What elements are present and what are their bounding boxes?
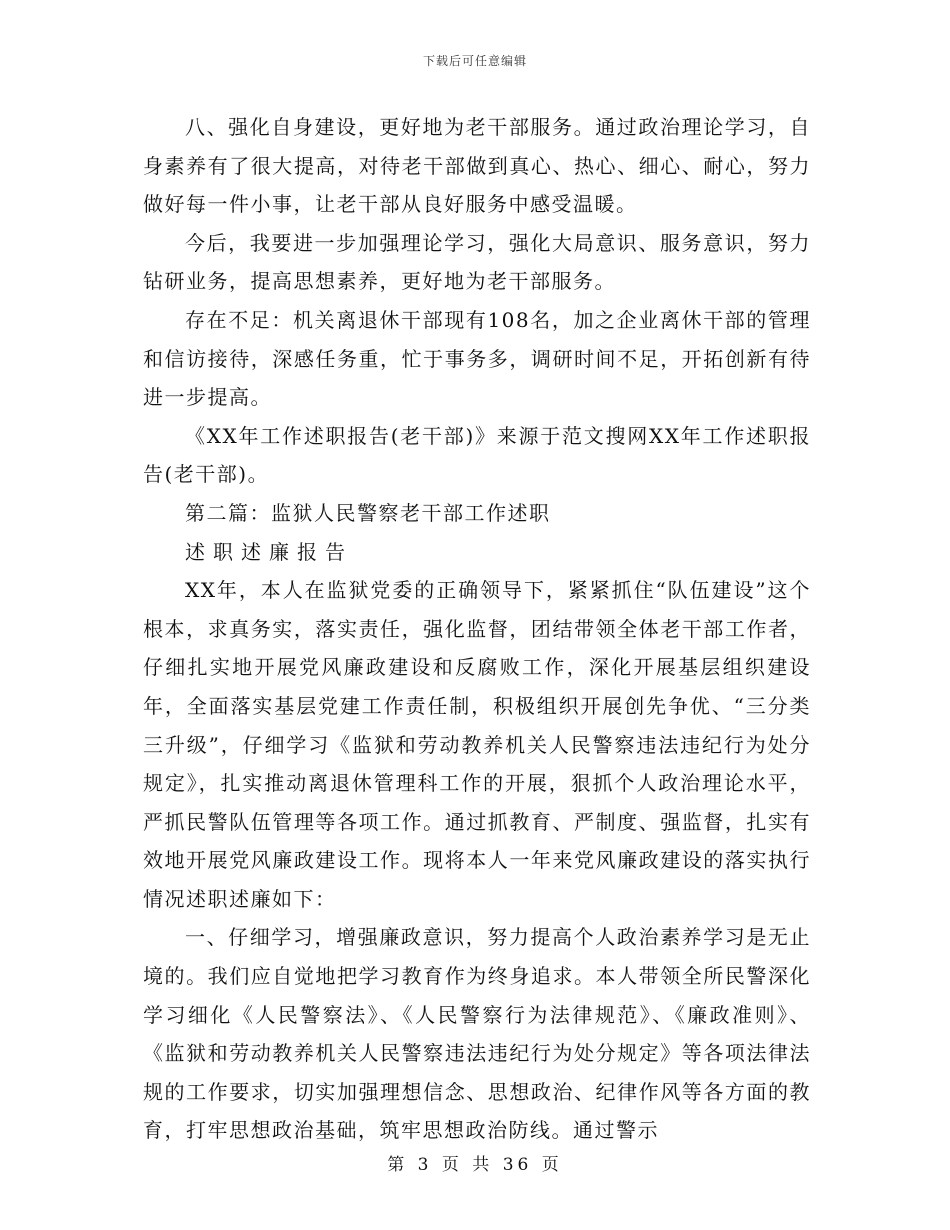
paragraph-strengthen-self: 八、强化自身建设，更好地为老干部服务。通过政治理论学习，自身素养有了很大提高，对待老干部做到真心、热心、细心、耐心，努力做好每一件小事，让老干部从良好服务中感受温暖。 xyxy=(143,115,811,217)
page-header: 下载后可任意编辑 xyxy=(422,54,527,68)
document-body xyxy=(143,108,811,1150)
paragraph-source-note: 《XX年工作述职报告(老干部)》来源于范文搜网XX年工作述职报告(老干部)。 xyxy=(143,423,811,487)
section-heading-part-two: 第二篇：监狱人民警察老干部工作述职 xyxy=(185,500,551,525)
page-number-footer: 第 3 页 共 36 页 xyxy=(387,1155,563,1175)
paragraph-introduction: XX年，本人在监狱党委的正确领导下，紧紧抓住“队伍建设”这个根本，求真务实，落实责任，强化监督，团结带领全体老干部工作者，仔细扎实地开展党风廉政建设和反腐败工作，深化开展基层组织建设年，全面落实基层党建工作责任制，积极组织开展创先争优、“三分类三升级”，仔细学习《监狱和劳动教养机关人民警察违法违纪行为处分规定》，扎实推动离退休管理科工作的开展，狠抓个人政治理论水平，严抓民警队伍管理等各项工作。通过抓教育、严制度、强监督，扎实有效地开展党风廉政建设工作。现将本人一年来党风廉政建设的落实执行情况述职述廉如下： xyxy=(143,578,811,911)
paragraph-shortcomings: 存在不足：机关离退休干部现有108名，加之企业离休干部的管理和信访接待，深感任务重，忙于事务多，调研时间不足，开拓创新有待进一步提高。 xyxy=(143,307,811,410)
paragraph-future-plan: 今后，我要进一步加强理论学习，强化大局意识、服务意识，努力钻研业务，提高思想素养，更好地为老干部服务。 xyxy=(143,230,811,294)
paragraph-study-section: 一、仔细学习，增强廉政意识，努力提高个人政治素养学习是无止境的。我们应自觉地把学习教育作为终身追求。本人带领全所民警深化学习细化《人民警察法》、《人民警察行为法律规范》、《廉政准则》、《监狱和劳动教养机关人民警察违法违纪行为处分规定》等各项法律法规的工作要求，切实加强理想信念、思想政治、纪律作风等各方面的教育，打牢思想政治基础，筑牢思想政治防线。通过警示 xyxy=(143,925,811,1143)
report-title: 述职述廉报告 xyxy=(185,539,353,564)
